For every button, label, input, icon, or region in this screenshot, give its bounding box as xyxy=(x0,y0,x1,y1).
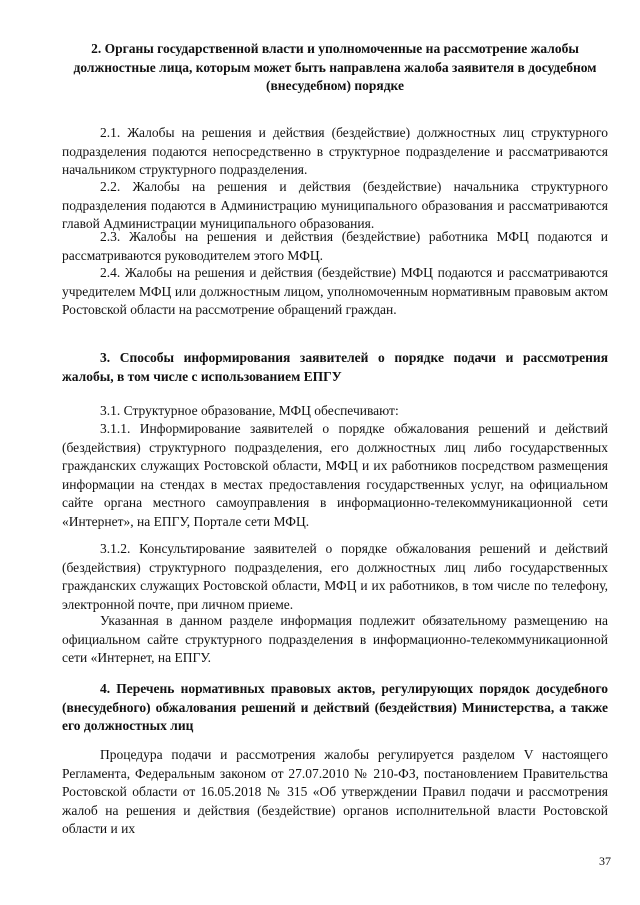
paragraph-2-4: 2.4. Жалобы на решения и действия (бездействие) МФЦ подаются и рассматриваются учредителем МФЦ или должностным лицом, уполномоченным нормативным правовым актом Ростовской области на рассмотрение обращений граждан. xyxy=(62,265,608,317)
paragraph-2-3: 2.3. Жалобы на решения и действия (бездействие) работника МФЦ подаются и рассматриваются руководителем этого МФЦ. xyxy=(62,229,608,263)
paragraph-3-1-2: 3.1.2. Консультирование заявителей о порядке обжалования решений и действий (бездействия) структурного подразделения, его должностных лиц либо государственных гражданских служащих Ростовской области, МФЦ и их работников, в том числе по телефону, электронной почте, при личном приеме. xyxy=(62,541,608,612)
paragraph-2-2: 2.2. Жалобы на решения и действия (бездействие) начальника структурного подразделения подаются в Администрацию муниципального образования и рассматриваются главой Администрации муниципального образования. xyxy=(62,179,608,231)
paragraph-2-1: 2.1. Жалобы на решения и действия (бездействие) должностных лиц структурного подразделения подаются непосредственно в структурное подразделение и рассматриваются начальником структурного подразделения. xyxy=(62,125,608,177)
section-2-heading: 2. Органы государственной власти и уполномоченные на рассмотрение жалобы должностные лица, которым может быть направлена жалоба заявителя в досудебном (внесудебном) порядке xyxy=(73,41,597,93)
section-3-heading: 3. Способы информирования заявителей о порядке подачи и рассмотрения жалобы, в том числе с использованием ЕПГУ xyxy=(62,350,608,384)
paragraph-3-note: Указанная в данном разделе информация подлежит обязательному размещению на официальном сайте структурного подразделения в информационно-телекоммуникационной сети «Интернет, на ЕПГУ. xyxy=(62,613,608,665)
paragraph-3-1-1: 3.1.1. Информирование заявителей о порядке обжалования решений и действий (бездействия) структурного подразделения, его должностных лиц либо государственных гражданских служащих Ростовской области, МФЦ и их работников посредством размещения информации на стендах в местах предоставления государственных услуг, на официальном сайте органа местного самоуправления в информационно-телекоммуникационной сети «Интернет», на ЕПГУ, Портале сети МФЦ. xyxy=(62,421,608,529)
page-number: 37 xyxy=(599,854,611,868)
section-4-heading: 4. Перечень нормативных правовых актов, регулирующих порядок досудебного (внесудебного) обжалования решений и действий (бездействия) Министерства, а также его должностных лиц xyxy=(62,681,608,733)
paragraph-4-1: Процедура подачи и рассмотрения жалобы регулируется разделом V настоящего Регламента, Федеральным законом от 27.07.2010 № 210-ФЗ, постановлением Правительства Ростовской области от 16.05.2018 № 315 «Об утверждении Правил подачи и рассмотрения жалоб на решения и действия (бездействие) органов исполнительной власти Ростовской области и их xyxy=(62,747,608,836)
paragraph-3-1: 3.1. Структурное образование, МФЦ обеспечивают: xyxy=(100,403,399,418)
